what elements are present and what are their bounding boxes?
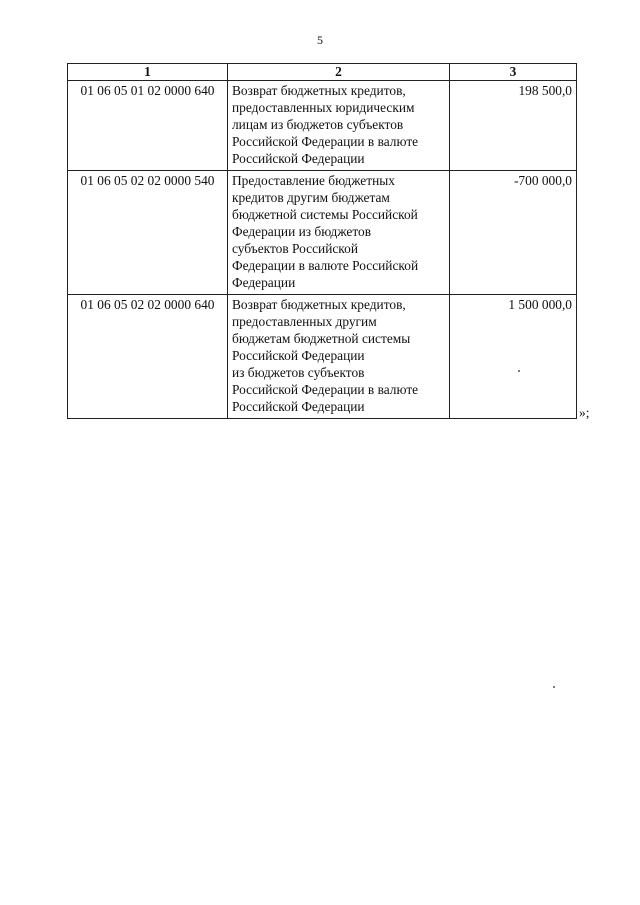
source-name-line: кредитов другим бюджетам: [232, 190, 390, 205]
column-header-1: 1: [68, 64, 228, 81]
amount-value: 198 500,0: [450, 81, 577, 171]
source-name: [228, 171, 450, 295]
scan-speck: [518, 370, 520, 372]
source-name-line: Федерации из бюджетов: [232, 224, 372, 239]
amount-value: 1 500 000,0: [450, 295, 577, 419]
classification-code: 01 06 05 02 02 0000 640: [68, 295, 228, 419]
table-header-row: [68, 64, 577, 81]
source-name-line: Российской Федерации: [232, 348, 365, 363]
source-name: [228, 81, 450, 171]
budget-sources-table: [67, 63, 577, 419]
source-name-line: Возврат бюджетных кредитов,: [232, 297, 406, 312]
source-name-line: Российской Федерации: [232, 151, 365, 166]
column-header-2: 2: [228, 64, 450, 81]
source-name-line: Предоставление бюджетных: [232, 173, 395, 188]
classification-code: 01 06 05 02 02 0000 540: [68, 171, 228, 295]
closing-quote-mark: »;: [579, 405, 590, 420]
table-row: [68, 295, 577, 419]
table-row: [68, 81, 577, 171]
column-header-3: 3: [450, 64, 577, 81]
source-name-line: лицам из бюджетов субъектов: [232, 117, 404, 132]
classification-code: 01 06 05 01 02 0000 640: [68, 81, 228, 171]
source-name-line: бюджетам бюджетной системы: [232, 331, 411, 346]
scan-speck: [553, 686, 555, 688]
source-name-line: предоставленных юридическим: [232, 100, 415, 115]
source-name: [228, 295, 450, 419]
source-name-line: Федерации: [232, 275, 296, 290]
source-name-line: предоставленных другим: [232, 314, 377, 329]
page-number: 5: [317, 33, 323, 47]
source-name-line: Российской Федерации: [232, 399, 365, 414]
source-name-line: Российской Федерации в валюте: [232, 134, 419, 149]
amount-value: -700 000,0: [450, 171, 577, 295]
source-name-line: субъектов Российской: [232, 241, 358, 256]
source-name-line: Возврат бюджетных кредитов,: [232, 83, 406, 98]
source-name-line: бюджетной системы Российской: [232, 207, 418, 222]
source-name-line: Федерации в валюте Российской: [232, 258, 419, 273]
source-name-line: Российской Федерации в валюте: [232, 382, 419, 397]
table-row: [68, 171, 577, 295]
source-name-line: из бюджетов субъектов: [232, 365, 365, 380]
